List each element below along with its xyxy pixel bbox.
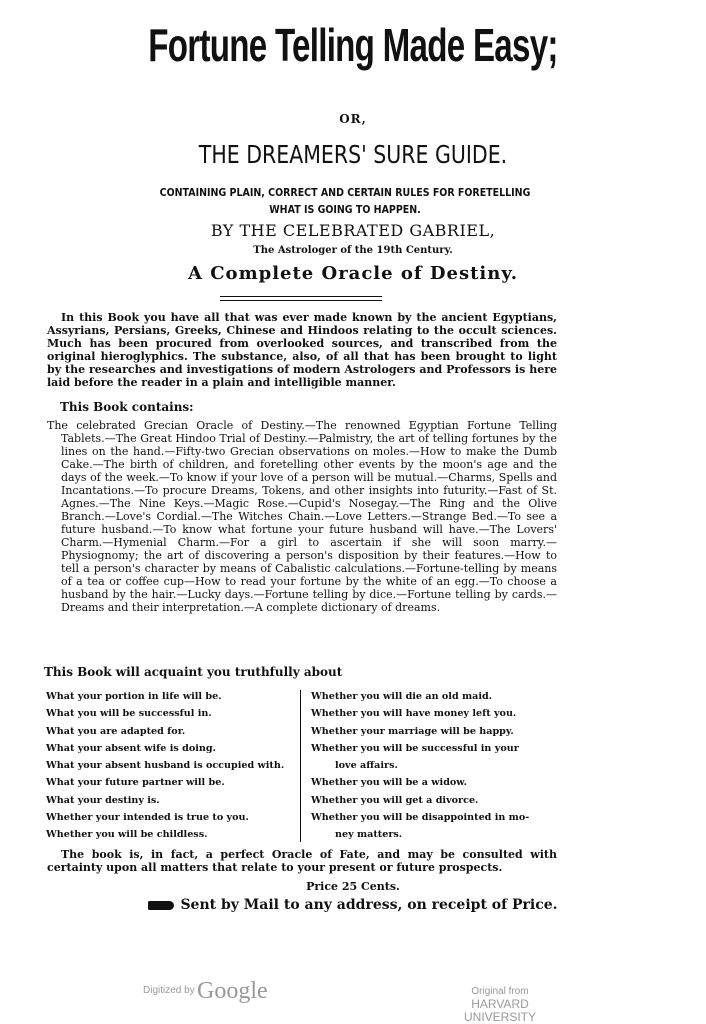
author-line: BY THE CELEBRATED GABRIEL, (210, 221, 496, 240)
divider-rule (220, 296, 382, 297)
list-item: Whether you will have money left you. (311, 708, 517, 720)
source-attribution (435, 985, 565, 1024)
divider-rule (220, 300, 382, 301)
oracle-heading: A Complete Oracle of Destiny. (188, 263, 518, 284)
list-item: What your portion in life will be. (46, 691, 222, 702)
intro-paragraph: In this Book you have all that was ever made known by the ancient Egyptians, Assyrians, Persians, Greeks, Chinese and Hindoos relating to the occult sciences. Much has been procured from overlooked sources, and transcribed from the original hieroglyphics. The substance, also, of all that has been brought to light by the researches and investigations of modern Astrologers and Professors is here laid before the reader in a plain and intelligible manner. (47, 311, 557, 389)
library-name: HARVARD UNIVERSITY (463, 997, 536, 1024)
pointing-hand-icon (148, 901, 174, 910)
list-item: love affairs. (335, 760, 398, 772)
list-item: What your absent wife is doing. (46, 742, 216, 754)
list-item: ney matters. (335, 829, 403, 841)
list-item: Whether your marriage will be happy. (311, 725, 514, 737)
digitized-by-label: Digitized by (143, 985, 195, 996)
contains-heading: This Book contains: (60, 400, 194, 414)
list-item: What you are adapted for. (46, 725, 186, 737)
google-logo: Google (197, 978, 268, 1004)
contents-paragraph: The celebrated Grecian Oracle of Destiny.—The renowned Egyptian Fortune Telling Tablets.—The Great Hindoo Trial of Destiny.—Palmistry, the art of telling fortunes by the lines on the hand.—Fifty-two Grecian observations on moles.—How to make the Dumb Cake.—The birth of children, and foretelling other events by the moon's age and the days of the week.—To know if your love of a person will be mutual.—Charms, Spells and Incantations.—To procure Dreams, Tokens, and other insights into futurity.—Fast of St. Agnes.—The Nine Keys.—Magic Rose.—Cupid's Nosegay.—The Ring and the Olive Branch.—Love's Cordial.—The Witches Chain.—Love Letters.—Strange Bed.—To see a future husband.—To know what fortune your future husband will have.—The Lovers' Charm.—Hymenial Charm.—For a girl to ascertain if she will soon marry.—Physiognomy; the art of discovering a person's disposition by their features.—How to tell a person's character by means of Cabalistic calculations.—Fortune-telling by means of a tea or coffee cup—How to read your fortune by the white of an egg.—To choose a husband by the hair.—Lucky days.—Fortune telling by dice.—Fortune telling by cards.—Dreams and their interpretation.—A complete dictionary of dreams. (47, 419, 557, 614)
tagline: CONTAINING PLAIN, CORRECT AND CERTAIN RULES FOR FORETELLING WHAT IS GOING TO HAPPEN. (159, 186, 531, 216)
original-from-label: Original from (471, 986, 529, 997)
list-item: Whether you will be disappointed in mo- (311, 812, 530, 824)
list-item: What your future partner will be. (46, 777, 225, 789)
book-title: Fortune Telling Made Easy; (148, 19, 558, 71)
left-column (46, 688, 294, 844)
column-divider (300, 690, 301, 842)
list-item: Whether you will be childless. (46, 829, 208, 841)
list-item: Whether you will get a divorce. (311, 794, 479, 806)
list-item: What your absent husband is occupied with. (46, 760, 285, 772)
author-subtitle: The Astrologer of the 19th Century. (253, 245, 453, 256)
or-text: OR, (339, 112, 367, 126)
mail-notice (0, 897, 706, 913)
closing-paragraph: The book is, in fact, a perfect Oracle of Fate, and may be consulted with certainty upon all matters that relate to your present or future prospects. (47, 848, 557, 874)
subtitle: THE DREAMERS' SURE GUIDE. (198, 140, 508, 169)
price-text: Price 25 Cents. (306, 880, 400, 893)
list-item: Whether you will be successful in your (311, 742, 519, 754)
list-item: What you will be successful in. (46, 708, 212, 720)
list-item: Whether your intended is true to you. (46, 812, 249, 824)
list-item: Whether you will be a widow. (311, 777, 467, 789)
list-item: What your destiny is. (46, 794, 160, 806)
right-column (311, 688, 561, 844)
list-item: Whether you will die an old maid. (311, 691, 493, 702)
acquaint-heading: This Book will acquaint you truthfully about (44, 665, 343, 679)
mail-text: Sent by Mail to any address, on receipt of Price. (180, 897, 558, 913)
